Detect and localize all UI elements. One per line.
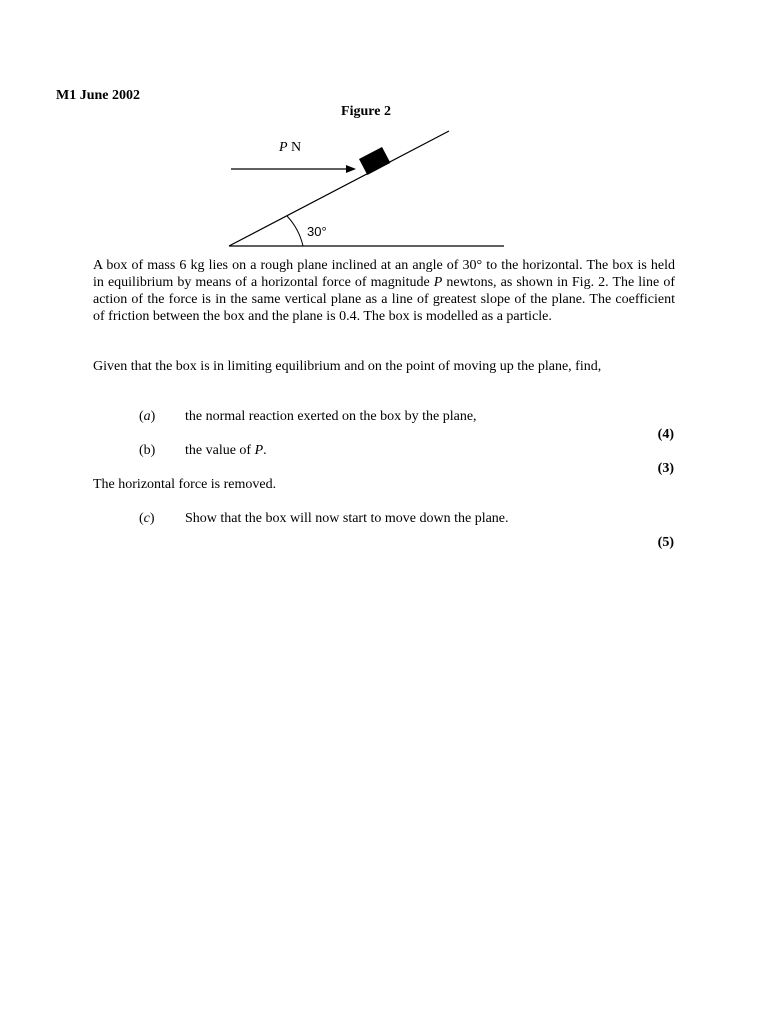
question-force-removed: The horizontal force is removed. <box>93 477 277 492</box>
part-c-label: (c) <box>139 511 155 526</box>
question-intro-part1: A box of mass 6 kg lies on a rough plane inclined at an angle of 30° to the horizontal. The box is held in equilibrium by means of a horizontal force of magnitude <box>93 258 675 290</box>
force-label-symbol: P <box>279 140 288 155</box>
box-particle <box>359 147 390 175</box>
question-intro-part2: newtons, as shown in Fig. 2. The line of action of the force is in the same vertical plane as a line of greatest slope of the plane. The coefficient of friction between the box and the plane is 0.4. The box is modelled as a particle. <box>93 275 675 324</box>
angle-label: 30° <box>307 224 327 239</box>
part-b-text-after: . <box>263 443 267 458</box>
incline-line <box>229 131 449 246</box>
part-a-text: the normal reaction exerted on the box by the plane, <box>185 409 477 424</box>
part-a-marks: (4) <box>657 427 674 442</box>
part-a-label: (a) <box>139 409 156 424</box>
angle-arc <box>287 216 303 246</box>
figure-caption: Figure 2 <box>341 104 391 119</box>
part-c-text: Show that the box will now start to move down the plane. <box>185 511 509 526</box>
part-c-letter: c <box>143 511 150 526</box>
inclined-plane-diagram <box>0 0 768 260</box>
part-b-text-before: the value of <box>185 443 255 458</box>
question-intro-symbol: P <box>433 275 443 290</box>
question-intro <box>93 257 675 325</box>
part-a-letter: a <box>143 409 151 424</box>
part-c-marks: (5) <box>657 535 674 550</box>
force-label-unit: N <box>291 140 302 155</box>
question-part-a <box>139 408 477 425</box>
question-given: Given that the box is in limiting equilibrium and on the point of moving up the plane, find, <box>93 359 602 374</box>
part-b-label: (b) <box>139 443 156 458</box>
page-title: M1 June 2002 <box>56 88 140 103</box>
part-b-marks: (3) <box>657 461 674 476</box>
force-arrow-head <box>346 165 356 173</box>
question-part-c <box>139 510 509 527</box>
part-b-symbol: P <box>254 443 264 458</box>
question-part-b <box>139 442 267 459</box>
